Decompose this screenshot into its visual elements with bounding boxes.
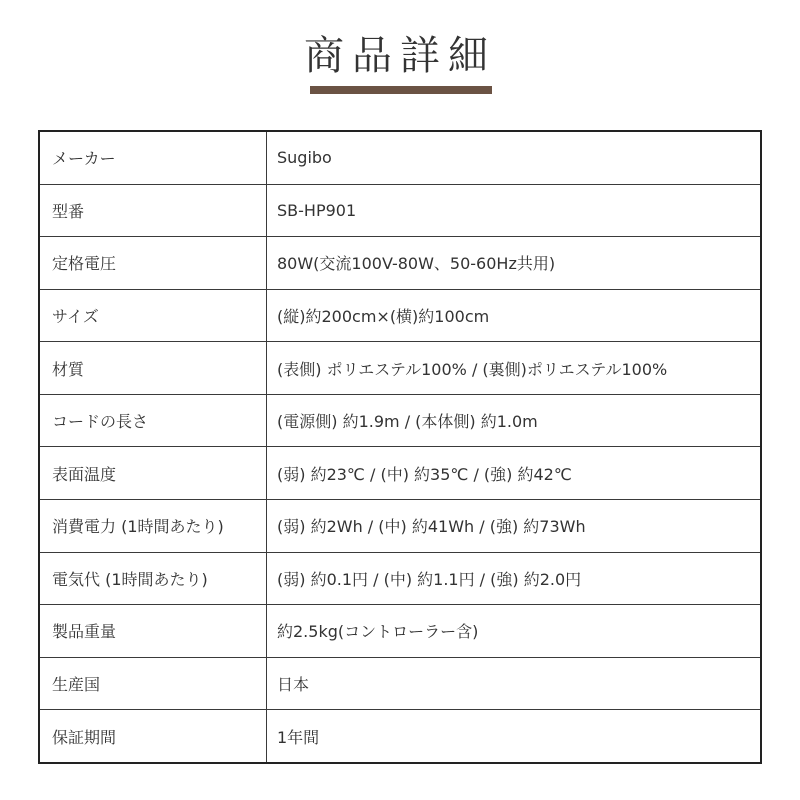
spec-value: SB-HP901 [277, 200, 357, 220]
spec-value: 1年間 [277, 727, 320, 747]
spec-value: (電源側) 約1.9m / (本体側) 約1.0m [277, 412, 538, 432]
spec-value: (縦)約200cm×(横)約100cm [277, 307, 490, 327]
spec-row-electricity-cost [40, 553, 760, 606]
spec-label: 表面温度 [40, 447, 267, 499]
spec-label: 消費電力 (1時間あたり) [40, 500, 267, 552]
spec-table [38, 130, 762, 764]
spec-value: (弱) 約0.1円 / (中) 約1.1円 / (強) 約2.0円 [277, 569, 582, 589]
spec-label: 生産国 [40, 658, 267, 710]
spec-row-weight [40, 605, 760, 658]
spec-row-country [40, 658, 760, 711]
spec-value: 80W(交流100V-80W、50-60Hz共用) [277, 254, 556, 274]
spec-value: (表側) ポリエステル100% / (裏側)ポリエステル100% [277, 359, 668, 379]
title-underline [310, 86, 492, 94]
spec-row-rated-voltage [40, 237, 760, 290]
spec-value: (弱) 約23℃ / (中) 約35℃ / (強) 約42℃ [277, 464, 572, 484]
spec-label: 保証期間 [40, 710, 267, 762]
spec-value: (弱) 約2Wh / (中) 約41Wh / (強) 約73Wh [277, 517, 586, 537]
spec-label: 定格電圧 [40, 237, 267, 289]
spec-row-warranty [40, 710, 760, 762]
spec-row-surface-temperature [40, 447, 760, 500]
spec-value: Sugibo [277, 148, 332, 168]
spec-label: サイズ [40, 290, 267, 342]
spec-value: 日本 [277, 675, 310, 695]
spec-value: 約2.5kg(コントローラー含) [277, 622, 479, 642]
spec-label: 型番 [40, 185, 267, 237]
spec-row-power-consumption [40, 500, 760, 553]
spec-label: 製品重量 [40, 605, 267, 657]
spec-label: コードの長さ [40, 395, 267, 447]
spec-label: メーカー [40, 132, 267, 184]
spec-row-material [40, 342, 760, 395]
spec-label: 材質 [40, 342, 267, 394]
spec-row-model [40, 185, 760, 238]
page-title: 商品詳細 [304, 33, 496, 79]
spec-label: 電気代 (1時間あたり) [40, 553, 267, 605]
spec-row-maker [40, 132, 760, 185]
spec-row-cord-length [40, 395, 760, 448]
spec-row-size [40, 290, 760, 343]
